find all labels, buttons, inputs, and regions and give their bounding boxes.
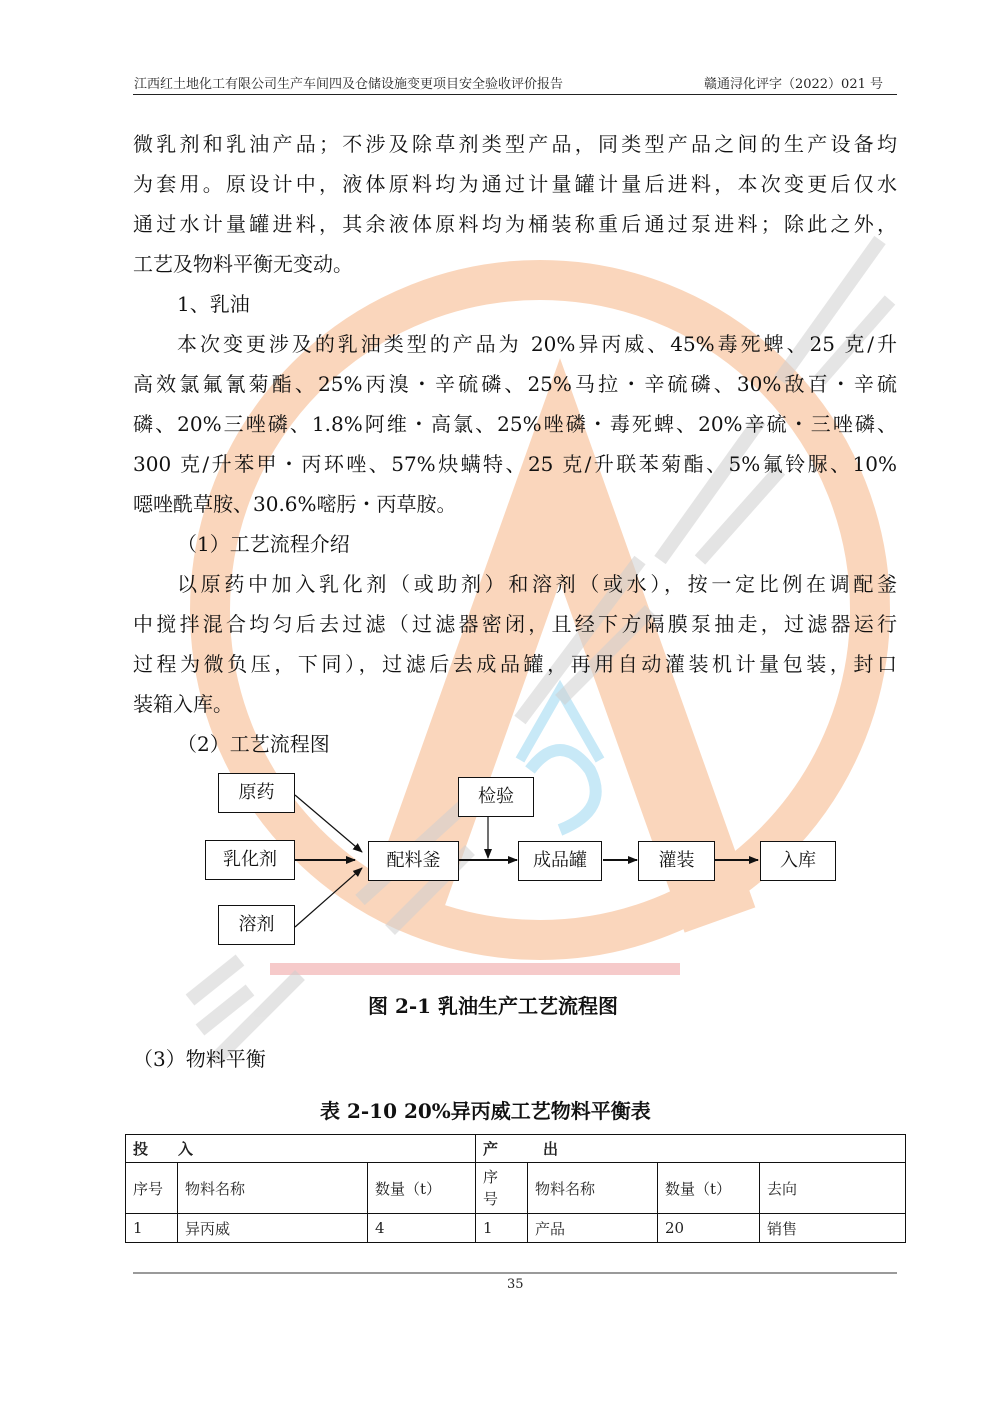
paragraph-line: 为套用。原设计中，液体原料均为通过计量罐计量后进料，本次变更后仅水: [133, 172, 897, 196]
paragraph-line: 本次变更涉及的乳油类型的产品为 20%异丙威、45%毒死蜱、25 克/升: [177, 332, 897, 356]
col-header: 序号: [126, 1163, 178, 1214]
col-header: 物料名称: [528, 1163, 658, 1214]
node-raw-material: 原药: [218, 773, 295, 813]
cell-output-qty: 20: [658, 1214, 760, 1243]
table-header-row: [126, 1163, 906, 1214]
cell-output-name: 产品: [528, 1214, 658, 1243]
paragraph-line: 工艺及物料平衡无变动。: [133, 252, 353, 276]
page-header: [133, 70, 897, 95]
cell-output-no: 1: [476, 1214, 528, 1243]
cell-input-name: 异丙威: [178, 1214, 368, 1243]
paragraph-line: 通过水计量罐进料，其余液体原料均为桶装称重后通过泵进料；除此之外，: [133, 212, 897, 236]
subsection-heading: （1）工艺流程介绍: [177, 532, 350, 556]
page-number: 35: [507, 1277, 524, 1292]
col-header: 物料名称: [178, 1163, 368, 1214]
report-number: 赣通浔化评字（2022）021 号: [703, 77, 883, 92]
cell-input-no: 1: [126, 1214, 178, 1243]
cell-output-dest: 销售: [760, 1214, 906, 1243]
table-title: 表 2-10 20%异丙威工艺物料平衡表: [320, 1099, 651, 1123]
paragraph-line: 中搅拌混合均匀后去过滤（过滤器密闭，且经下方隔膜泵抽走，过滤器运行: [133, 612, 897, 636]
paragraph-line: 微乳剂和乳油产品；不涉及除草剂类型产品，同类型产品之间的生产设备均: [133, 132, 897, 156]
col-header: 数量（t）: [368, 1163, 476, 1214]
cell-input-qty: 4: [368, 1214, 476, 1243]
node-filling: 灌装: [638, 841, 715, 881]
node-solvent: 溶剂: [218, 905, 295, 945]
node-inspection: 检验: [458, 777, 534, 817]
node-product-tank: 成品罐: [518, 841, 602, 881]
paragraph-line: 磷、20%三唑磷、1.8%阿维・高氯、25%唑磷・毒死蜱、20%辛硫・三唑磷、: [133, 412, 897, 436]
report-title: 江西红土地化工有限公司生产车间四及仓储设施变更项目安全验收评价报告: [134, 77, 564, 92]
arrow-solvent-to-mixer: [295, 868, 362, 927]
table-row: [126, 1214, 906, 1243]
material-balance-table: [125, 1134, 906, 1243]
paragraph-line: 300 克/升苯甲・丙环唑、57%炔螨特、25 克/升联苯菊酯、5%氟铃脲、10%: [133, 452, 897, 476]
section-heading: 1、乳油: [177, 292, 250, 316]
process-flow-diagram: [205, 770, 845, 955]
paragraph-line: 高效氯氟氰菊酯、25%丙溴・辛硫磷、25%马拉・辛硫磷、30%敌百・辛硫: [133, 372, 897, 396]
figure-caption: 图 2-1 乳油生产工艺流程图: [368, 994, 619, 1018]
paragraph-line: 噁唑酰草胺、30.6%嘧肟・丙草胺。: [133, 492, 457, 516]
col-header: 数量（t）: [658, 1163, 760, 1214]
subsection-heading: （3）物料平衡: [133, 1047, 266, 1071]
col-header: 序 号: [476, 1163, 528, 1214]
paragraph-line: 装箱入库。: [133, 692, 233, 716]
arrow-raw-to-mixer: [295, 795, 362, 852]
node-storage: 入库: [760, 841, 836, 881]
node-mixer: 配料釜: [368, 841, 459, 881]
footer-divider: [133, 1272, 897, 1274]
paragraph-line: 以原药中加入乳化剂（或助剂）和溶剂（或水），按一定比例在调配釜: [177, 572, 897, 596]
table-group-row: [126, 1135, 906, 1163]
node-emulsifier: 乳化剂: [205, 840, 295, 880]
subsection-heading: （2）工艺流程图: [177, 732, 330, 756]
output-group-header: 产 出: [476, 1135, 906, 1163]
input-group-header: 投 入: [126, 1135, 476, 1163]
col-header: 去向: [760, 1163, 906, 1214]
paragraph-line: 过程为微负压，下同），过滤后去成品罐，再用自动灌装机计量包装，封口: [133, 652, 897, 676]
